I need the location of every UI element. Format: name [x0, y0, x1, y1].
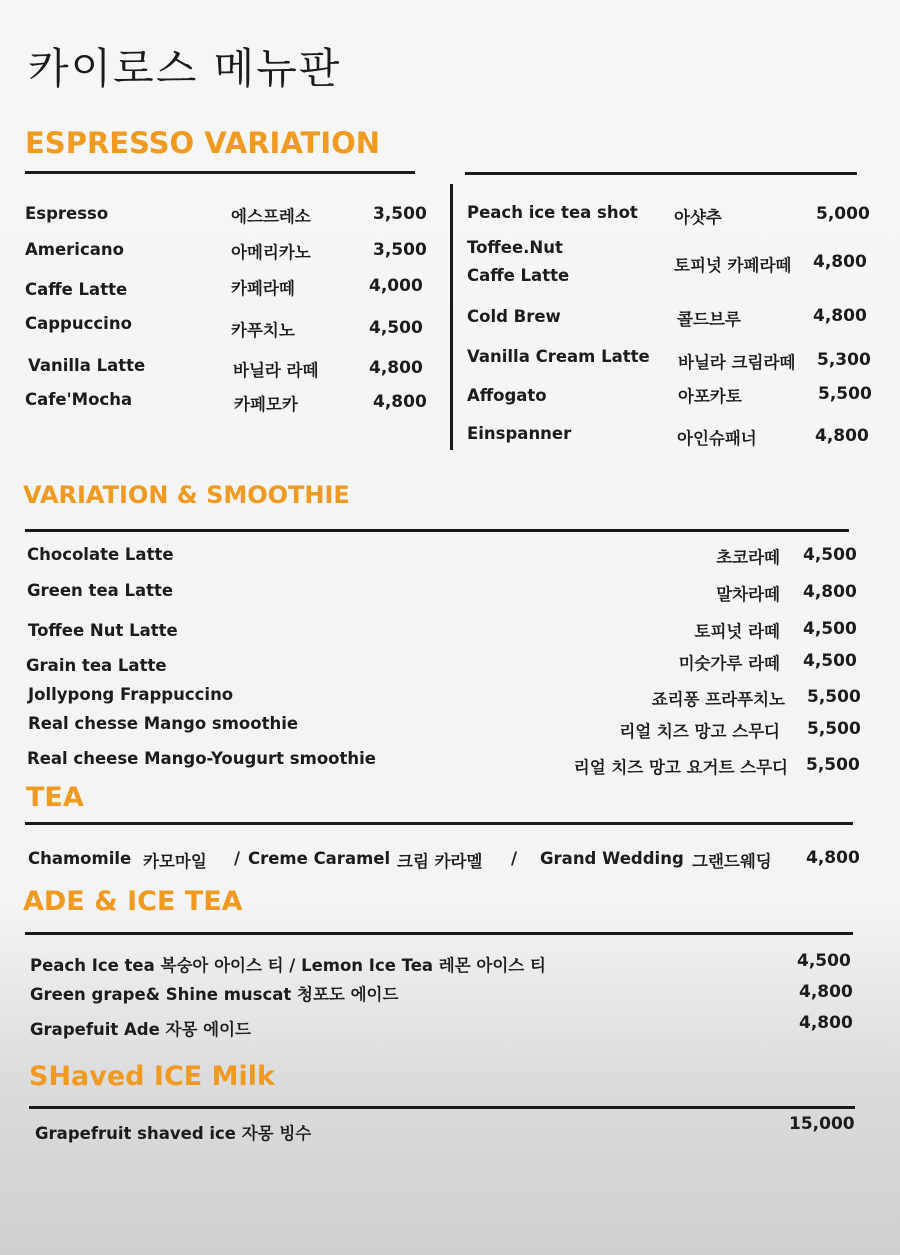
- menu-item-price: 4,800: [813, 252, 867, 272]
- menu-item-korean: 카페모카: [234, 395, 298, 414]
- menu-item-name: Jollypong Frappuccino: [28, 685, 234, 704]
- menu-item-korean: 미숫가루 라떼: [678, 654, 780, 673]
- menu-item-korean: 바닐라 라떼: [233, 361, 319, 380]
- menu-item-price: 4,800: [799, 1013, 853, 1033]
- menu-item-name: Einspanner: [467, 424, 572, 443]
- menu-item-name: Vanilla Cream Latte: [467, 347, 650, 366]
- menu-item-name: Grapefruit shaved ice 자몽 빙수: [35, 1124, 312, 1143]
- menu-item-name: Caffe Latte: [25, 280, 128, 299]
- menu-item-korean: 아인슈패너: [677, 429, 757, 448]
- menu-item-price: 5,000: [816, 204, 870, 224]
- menu-item-name: Peach ice tea shot: [467, 203, 638, 222]
- espresso-divider-right: [465, 172, 857, 175]
- menu-item-price: 3,500: [373, 240, 427, 260]
- section-heading-shaved-ice: SHaved ICE Milk: [29, 1061, 275, 1092]
- menu-item-price: 4,800: [373, 392, 427, 412]
- menu-item-name: Cappuccino: [25, 314, 132, 333]
- menu-item-price: 5,300: [817, 350, 871, 370]
- menu-item-korean: 카푸치노: [231, 321, 295, 340]
- menu-item-name: Cafe'Mocha: [25, 390, 133, 409]
- menu-item-name: Vanilla Latte: [28, 356, 146, 375]
- tea-chamomile-korean: 카모마일: [143, 852, 207, 871]
- menu-item-name: Real cheese Mango-Yougurt smoothie: [27, 749, 376, 768]
- menu-item-price: 4,800: [799, 982, 853, 1002]
- tea-chamomile-name: Chamomile: [28, 849, 132, 868]
- menu-item-price: 4,800: [369, 358, 423, 378]
- section-heading-ade: ADE & ICE TEA: [23, 886, 243, 917]
- menu-item-price: 5,500: [818, 384, 872, 404]
- menu-item-price: 4,800: [803, 582, 857, 602]
- menu-item-korean: 토피넛 라떼: [694, 622, 780, 641]
- menu-title: 카이로스 메뉴판: [28, 44, 342, 93]
- menu-item-name-line2: Caffe Latte: [467, 266, 570, 285]
- section-heading-tea: TEA: [26, 782, 84, 813]
- menu-item-name: Chocolate Latte: [27, 545, 174, 564]
- menu-item-name: Espresso: [25, 204, 109, 223]
- tea-separator: /: [234, 849, 241, 868]
- menu-item-price: 4,800: [813, 306, 867, 326]
- menu-item-name: Cold Brew: [467, 307, 561, 326]
- menu-item-price: 5,500: [806, 755, 860, 775]
- espresso-column-divider: [450, 184, 453, 450]
- menu-item-price: 4,800: [815, 426, 869, 446]
- section-heading-espresso: ESPRESSO VARIATION: [25, 126, 381, 160]
- tea-price: 4,800: [806, 848, 860, 868]
- menu-item-name: Toffee.Nut: [467, 238, 563, 257]
- espresso-divider-left: [25, 171, 415, 174]
- section-heading-variation: VARIATION & SMOOTHIE: [23, 481, 350, 509]
- menu-item-price: 4,500: [803, 619, 857, 639]
- menu-item-price: 4,500: [369, 318, 423, 338]
- ade-divider: [25, 932, 853, 935]
- menu-item-korean: 아샷추: [674, 208, 722, 227]
- tea-creme-caramel-name: Creme Caramel: [248, 849, 391, 868]
- menu-item-name: Toffee Nut Latte: [28, 621, 178, 640]
- menu-item-korean: 초코라떼: [716, 548, 780, 567]
- menu-item-name: Real chesse Mango smoothie: [28, 714, 299, 733]
- variation-divider: [25, 529, 849, 532]
- menu-item-korean: 카페라떼: [231, 279, 295, 298]
- menu-item-korean: 아포카토: [678, 387, 742, 406]
- menu-item-name: Grain tea Latte: [26, 656, 167, 675]
- menu-item-name: Affogato: [467, 386, 547, 405]
- menu-item-price: 3,500: [373, 204, 427, 224]
- menu-item-price: 4,000: [369, 276, 423, 296]
- menu-item-price: 5,500: [807, 687, 861, 707]
- menu-item-name: Americano: [25, 240, 124, 259]
- menu-item-name: Peach Ice tea 복숭아 아이스 티 / Lemon Ice Tea 레몬 아이스 티: [30, 956, 546, 975]
- menu-item-price: 5,500: [807, 719, 861, 739]
- menu-item-price: 4,500: [803, 545, 857, 565]
- menu-item-korean: 리얼 치즈 망고 요거트 스무디: [573, 758, 788, 777]
- menu-item-korean: 콜드브루: [677, 310, 741, 329]
- tea-grand-wedding-korean: 그랜드웨딩: [692, 852, 772, 871]
- menu-item-korean: 토피넛 카페라떼: [674, 256, 792, 275]
- tea-grand-wedding-name: Grand Wedding: [540, 849, 684, 868]
- menu-item-korean: 리얼 치즈 망고 스무디: [619, 722, 780, 741]
- tea-separator: /: [511, 849, 518, 868]
- tea-creme-caramel-korean: 크림 카라멜: [397, 852, 483, 871]
- tea-divider: [25, 822, 853, 825]
- menu-item-korean: 에스프레소: [231, 207, 311, 226]
- menu-item-name: Green tea Latte: [27, 581, 174, 600]
- menu-item-korean: 아메리카노: [231, 243, 311, 262]
- menu-item-korean: 죠리퐁 프라푸치노: [651, 690, 785, 709]
- shaved-ice-divider: [29, 1106, 855, 1109]
- menu-item-name: Grapefuit Ade 자몽 에이드: [30, 1020, 251, 1039]
- menu-item-korean: 바닐라 크림라떼: [678, 353, 796, 372]
- menu-item-price: 15,000: [789, 1114, 855, 1134]
- menu-item-price: 4,500: [797, 951, 851, 971]
- menu-item-korean: 말차라떼: [716, 585, 780, 604]
- menu-item-name: Green grape& Shine muscat 청포도 에이드: [30, 985, 399, 1004]
- menu-item-price: 4,500: [803, 651, 857, 671]
